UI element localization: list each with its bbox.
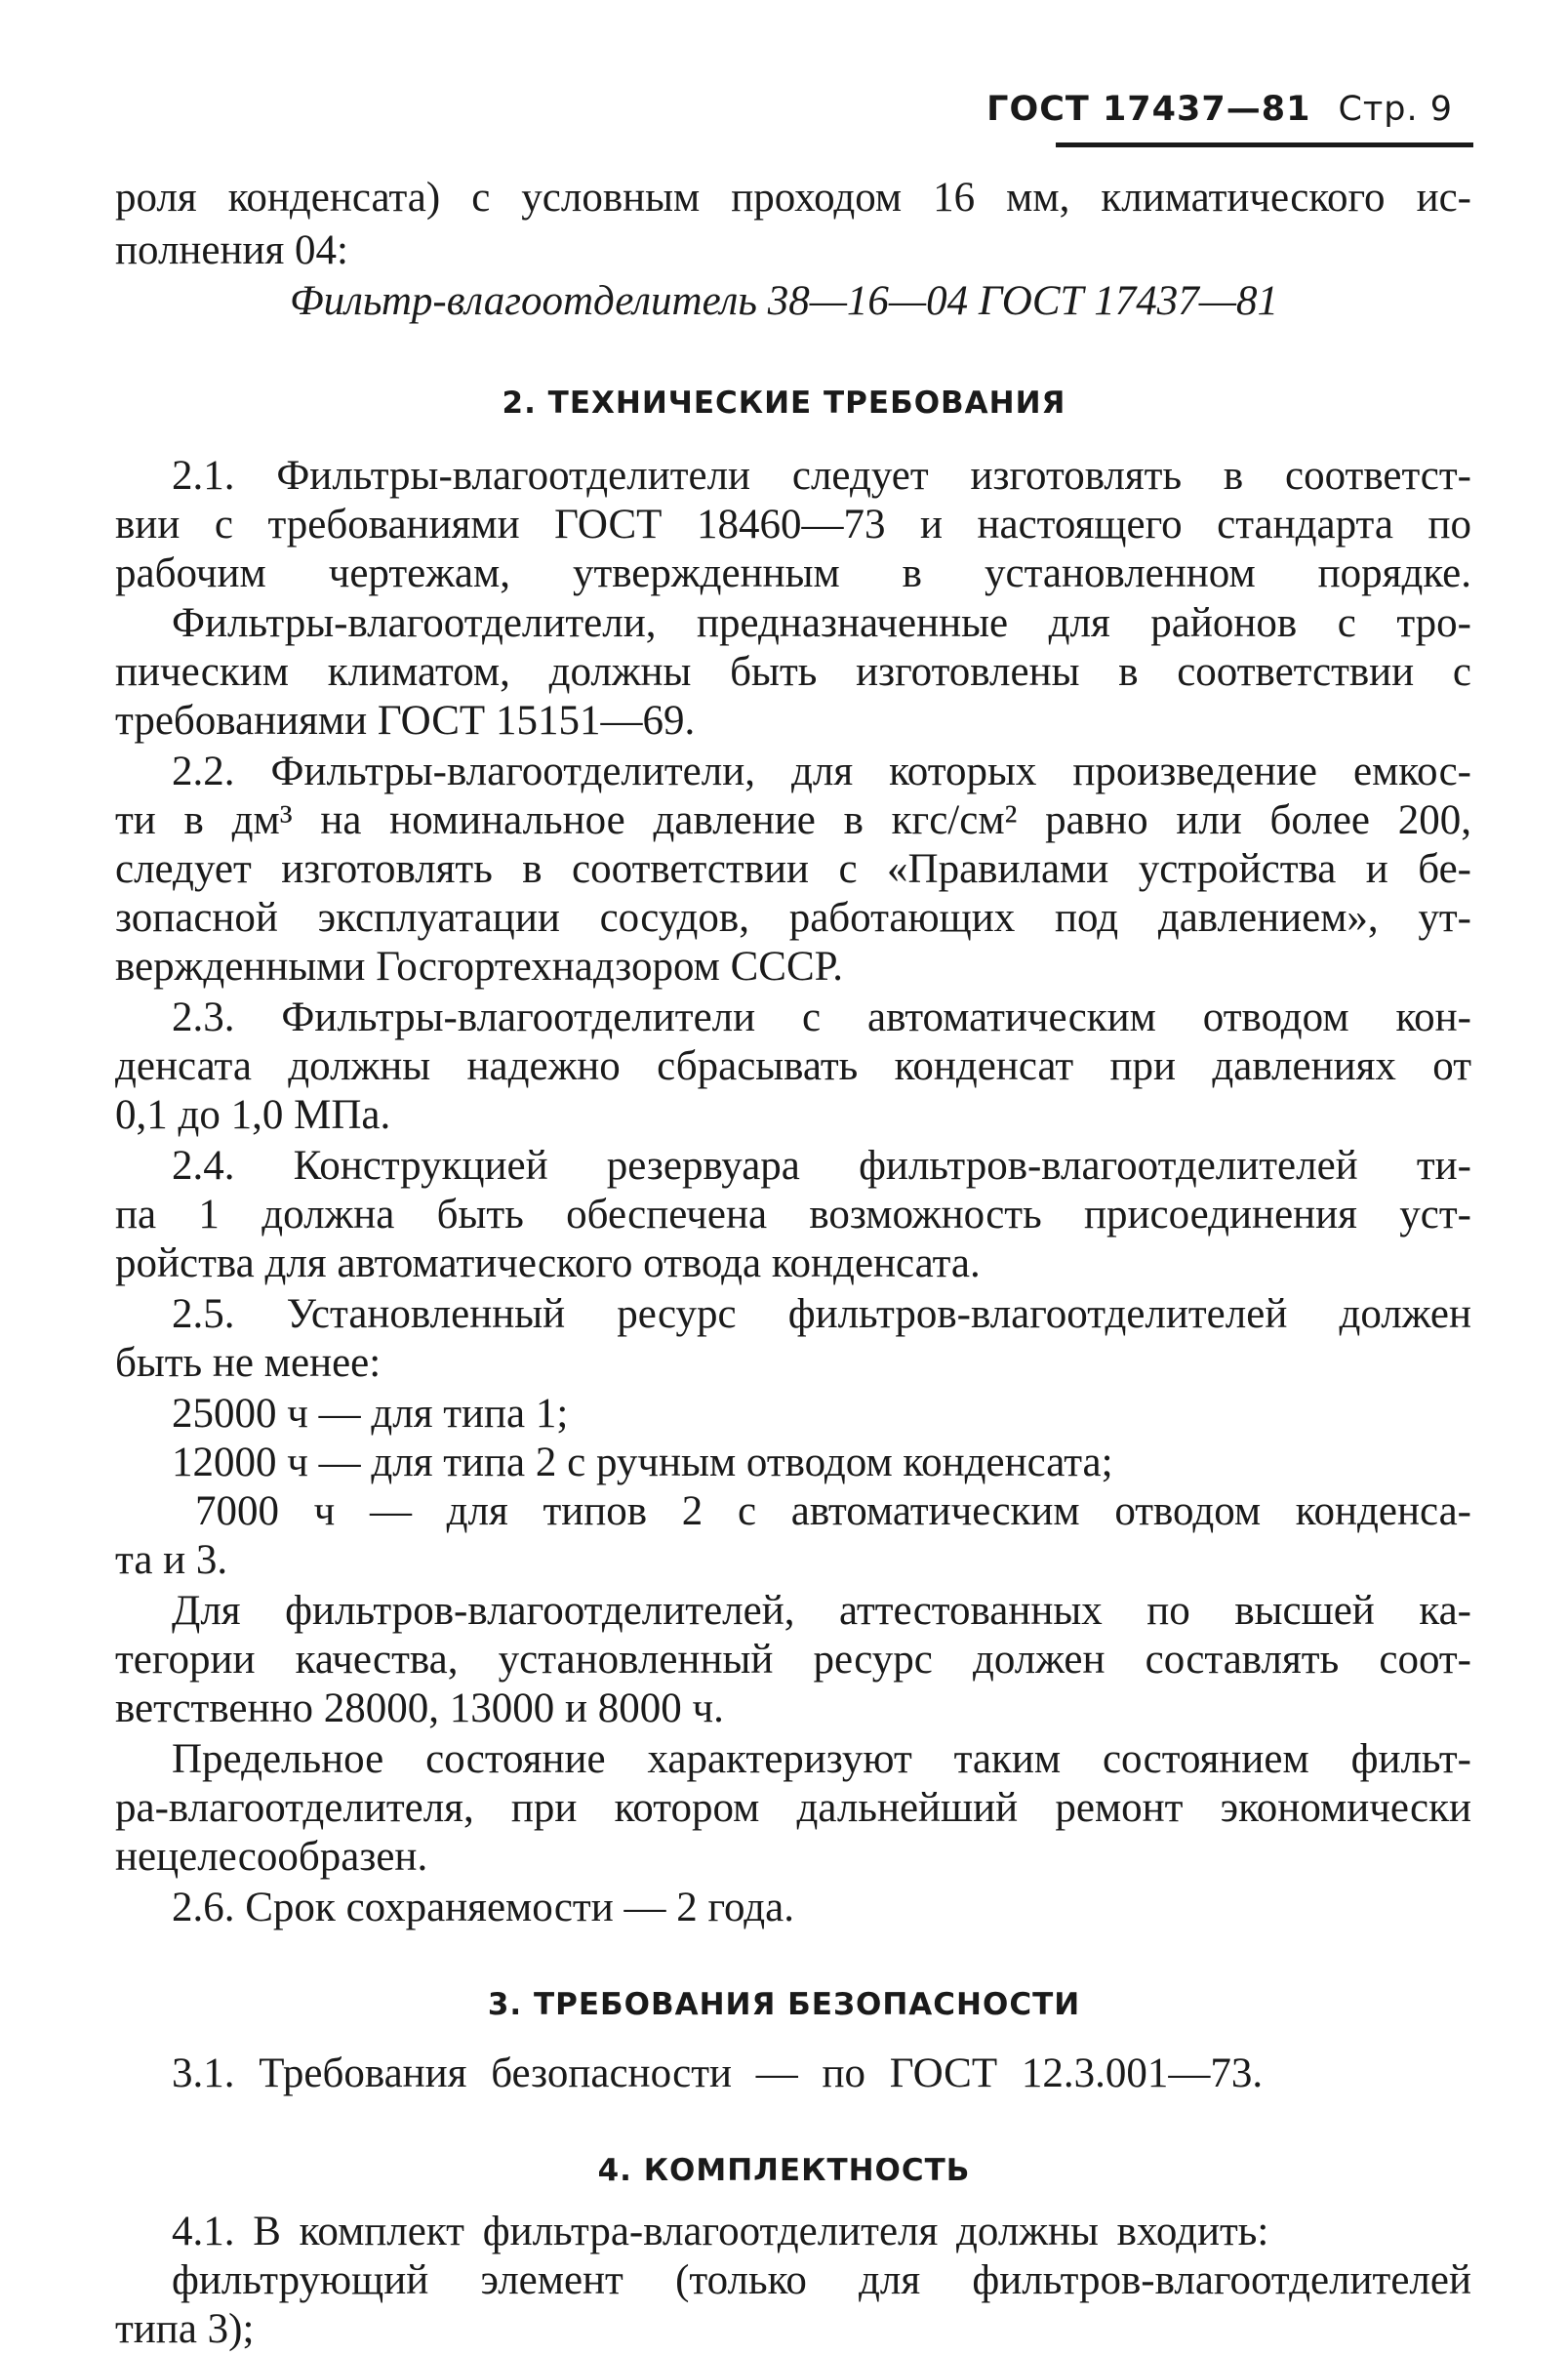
text-line: полнения 04: [115,227,348,273]
text-line: 0,1 до 1,0 МПа. [115,1092,391,1138]
text-line: ти в дм³ на номинальное давление в кгс/см² равно или более 200, [115,797,1471,843]
page-header [986,90,1453,129]
text-line: денсата должны надежно сбрасывать конденсат при давлениях от [115,1043,1471,1089]
text-line: 2.1. Фильтры-влагоотделители следует изготовлять в соответст- [172,453,1471,499]
text-line: 3.1. Требования безопасности — по ГОСТ 12.3.001—73. [172,2050,1264,2096]
text-line: зопасной эксплуатации сосудов, работающих под давлением», ут- [115,895,1471,941]
header-rule [1056,142,1473,147]
text-line: рабочим чертежам, утвержденным в установленном порядке. [115,550,1471,596]
section-heading: 2. ТЕХНИЧЕСКИЕ ТРЕБОВАНИЯ [502,386,1066,421]
text-line: ройства для автоматического отвода конденсата. [115,1240,981,1286]
text-line: нецелесообразен. [115,1834,428,1880]
page-number: Стр. 9 [1338,90,1453,129]
text-line: 2.6. Срок сохраняемости — 2 года. [172,1885,795,1930]
text-line: следует изготовлять в соответствии с «Правилами устройства и бе- [115,846,1471,892]
text-line: фильтрующий элемент (только для фильтров-влагоотделителей [172,2257,1471,2303]
text-line: 2.2. Фильтры-влагоотделители, для которых произведение емкос- [172,749,1471,794]
text-line: 4.1. В комплект фильтра-влагоотделителя должны входить: [172,2209,1269,2254]
text-line: 12000 ч — для типа 2 с ручным отводом конденсата; [172,1440,1113,1485]
text-line: 2.5. Установленный ресурс фильтров-влагоотделителей должен [172,1291,1471,1337]
text-line: тегории качества, установленный ресурс должен составлять соот- [115,1637,1471,1683]
text-line: роля конденсата) с условным проходом 16 мм, климатического ис- [115,175,1471,221]
text-line: вержденными Госгортехнадзором СССР. [115,944,843,990]
standard-code: ГОСТ 17437—81 [986,90,1311,129]
text-line: ра-влагоотделителя, при котором дальнейший ремонт экономически [115,1785,1471,1831]
section-heading: 3. ТРЕБОВАНИЯ БЕЗОПАСНОСТИ [487,1987,1081,2022]
text-line: 2.4. Конструкцией резервуара фильтров-влагоотделителей ти- [172,1143,1471,1189]
text-line: 7000 ч — для типов 2 с автоматическим отводом конденса- [195,1488,1471,1534]
text-line: требованиями ГОСТ 15151—69. [115,698,696,744]
text-line: быть не менее: [115,1340,382,1386]
text-line: 2.3. Фильтры-влагоотделители с автоматическим отводом кон- [172,994,1471,1040]
text-line: пическим климатом, должны быть изготовлены в соответствии с [115,649,1471,695]
text-line: Фильтры-влагоотделители, предназначенные для районов с тро- [172,600,1471,646]
text-line: та и 3. [115,1537,228,1583]
text-line: ветственно 28000, 13000 и 8000 ч. [115,1685,724,1731]
text-line: Предельное состояние характеризуют таким состоянием фильт- [172,1736,1471,1782]
designation-example: Фильтр-влагоотделитель 38—16—04 ГОСТ 17437—81 [290,278,1278,324]
text-line: вии с требованиями ГОСТ 18460—73 и настоящего стандарта по [115,502,1471,548]
text-line: типа 3); [115,2306,255,2352]
text-line: па 1 должна быть обеспечена возможность присоединения уст- [115,1192,1471,1238]
text-line: 25000 ч — для типа 1; [172,1391,569,1437]
text-line: Для фильтров-влагоотделителей, аттестованных по высшей ка- [172,1588,1471,1634]
section-heading: 4. КОМПЛЕКТНОСТЬ [597,2153,971,2188]
